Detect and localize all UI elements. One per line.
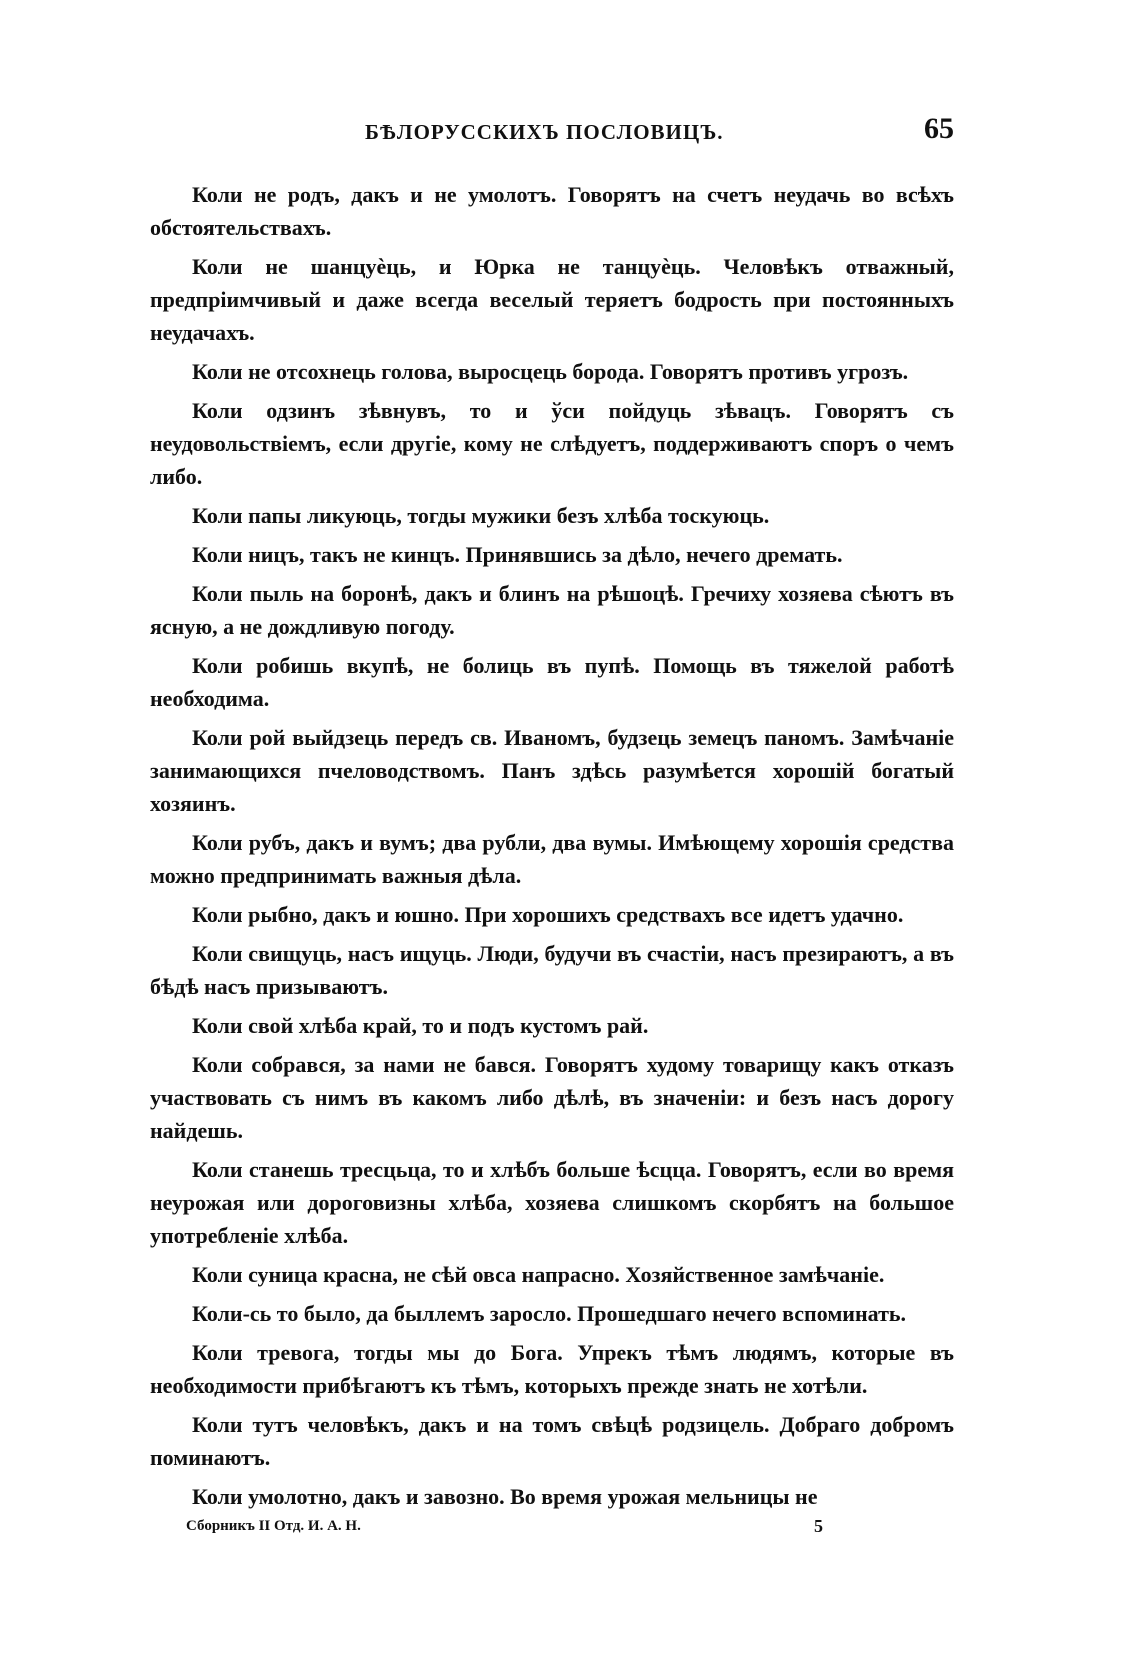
proverb-paragraph: Коли папы ликуюць, тогды мужики безъ хлѣба тоскуюць.	[192, 503, 770, 528]
page-footer	[186, 1518, 886, 1548]
proverb-paragraph: Коли-сь то было, да быллемъ заросло. Прошедшаго нечего вспоминать.	[192, 1301, 907, 1326]
proverb-paragraph: Коли свищуць, насъ ищуць. Люди, будучи въ счастіи, насъ презираютъ, а въ бѣдѣ насъ призываютъ.	[150, 941, 954, 999]
page-number: 65	[924, 112, 954, 145]
proverb-paragraph: Коли умолотно, дакъ и завозно. Во время урожая мельницы не	[192, 1484, 818, 1509]
proverb-paragraph: Коли ницъ, такъ не кинцъ. Принявшись за дѣло, нечего дремать.	[192, 542, 843, 567]
proverb-paragraph: Коли робишь вкупѣ, не болиць въ пупѣ. Помощь въ тяжелой работѣ необходима.	[150, 653, 954, 711]
proverbs-list	[150, 178, 954, 1519]
proverb-paragraph: Коли свой хлѣба край, то и подъ кустомъ рай.	[192, 1013, 649, 1038]
proverb-paragraph: Коли не родъ, дакъ и не умолотъ. Говорятъ на счетъ неудачь во всѣхъ обстоятельствахъ.	[150, 182, 954, 240]
page-header	[150, 112, 954, 152]
proverb-paragraph: Коли не шанцуѐць, и Юрка не танцуѐць. Человѣкъ отважный, предпріимчивый и даже всегда веселый теряетъ бодрость при постоянныхъ неудачахъ.	[150, 254, 954, 345]
proverb-paragraph: Коли рыбно, дакъ и юшно. При хорошихъ средствахъ все идетъ удачно.	[192, 902, 904, 927]
proverb-paragraph: Коли одзинъ зѣвнувъ, то и ўси пойдуць зѣвацъ. Говорятъ съ неудовольствіемъ, если другіе, кому не слѣдуетъ, поддерживаютъ споръ о чемъ либо.	[150, 398, 954, 489]
imprint: Сборникъ II Отд. И. А. Н.	[186, 1518, 361, 1534]
running-title: БѢЛОРУССКИХЪ ПОСЛОВИЦЪ.	[365, 120, 724, 144]
proverb-paragraph: Коли не отсохнець голова, выросцець борода. Говорятъ противъ угрозъ.	[192, 359, 909, 384]
proverb-paragraph: Коли суница красна, не сѣй овса напрасно. Хозяйственное замѣчаніе.	[192, 1262, 885, 1287]
signature-mark: 5	[814, 1516, 823, 1536]
proverb-paragraph: Коли рубъ, дакъ и вумъ; два рубли, два вумы. Имѣющему хорошія средства можно предпринимать важныя дѣла.	[150, 830, 954, 888]
proverb-paragraph: Коли тревога, тогды мы до Бога. Упрекъ тѣмъ людямъ, которые въ необходимости прибѣгаютъ къ тѣмъ, которыхъ прежде знать не хотѣли.	[150, 1340, 954, 1398]
proverb-paragraph: Коли собрався, за нами не бався. Говорятъ худому товарищу какъ отказъ участвовать съ нимъ въ какомъ либо дѣлѣ, въ значеніи: и безъ насъ дорогу найдешь.	[150, 1052, 954, 1143]
proverb-paragraph: Коли рой выйдзець передъ св. Иваномъ, будзець земецъ паномъ. Замѣчаніе занимающихся пчеловодствомъ. Панъ здѣсь разумѣется хорошій богатый хозяинъ.	[150, 725, 954, 816]
proverb-paragraph: Коли пыль на боронѣ, дакъ и блинъ на рѣшоцѣ. Гречиху хозяева сѣютъ въ ясную, а не дождливую погоду.	[150, 581, 954, 639]
proverb-paragraph: Коли станешь тресцьца, то и хлѣбъ больше ѣсцца. Говорятъ, если во время неурожая или дороговизны хлѣба, хозяева слишкомъ скорбятъ на большое употребленіе хлѣба.	[150, 1157, 954, 1248]
proverb-paragraph: Коли тутъ человѣкъ, дакъ и на томъ свѣцѣ родзицель. Добраго добромъ поминаютъ.	[150, 1412, 954, 1470]
